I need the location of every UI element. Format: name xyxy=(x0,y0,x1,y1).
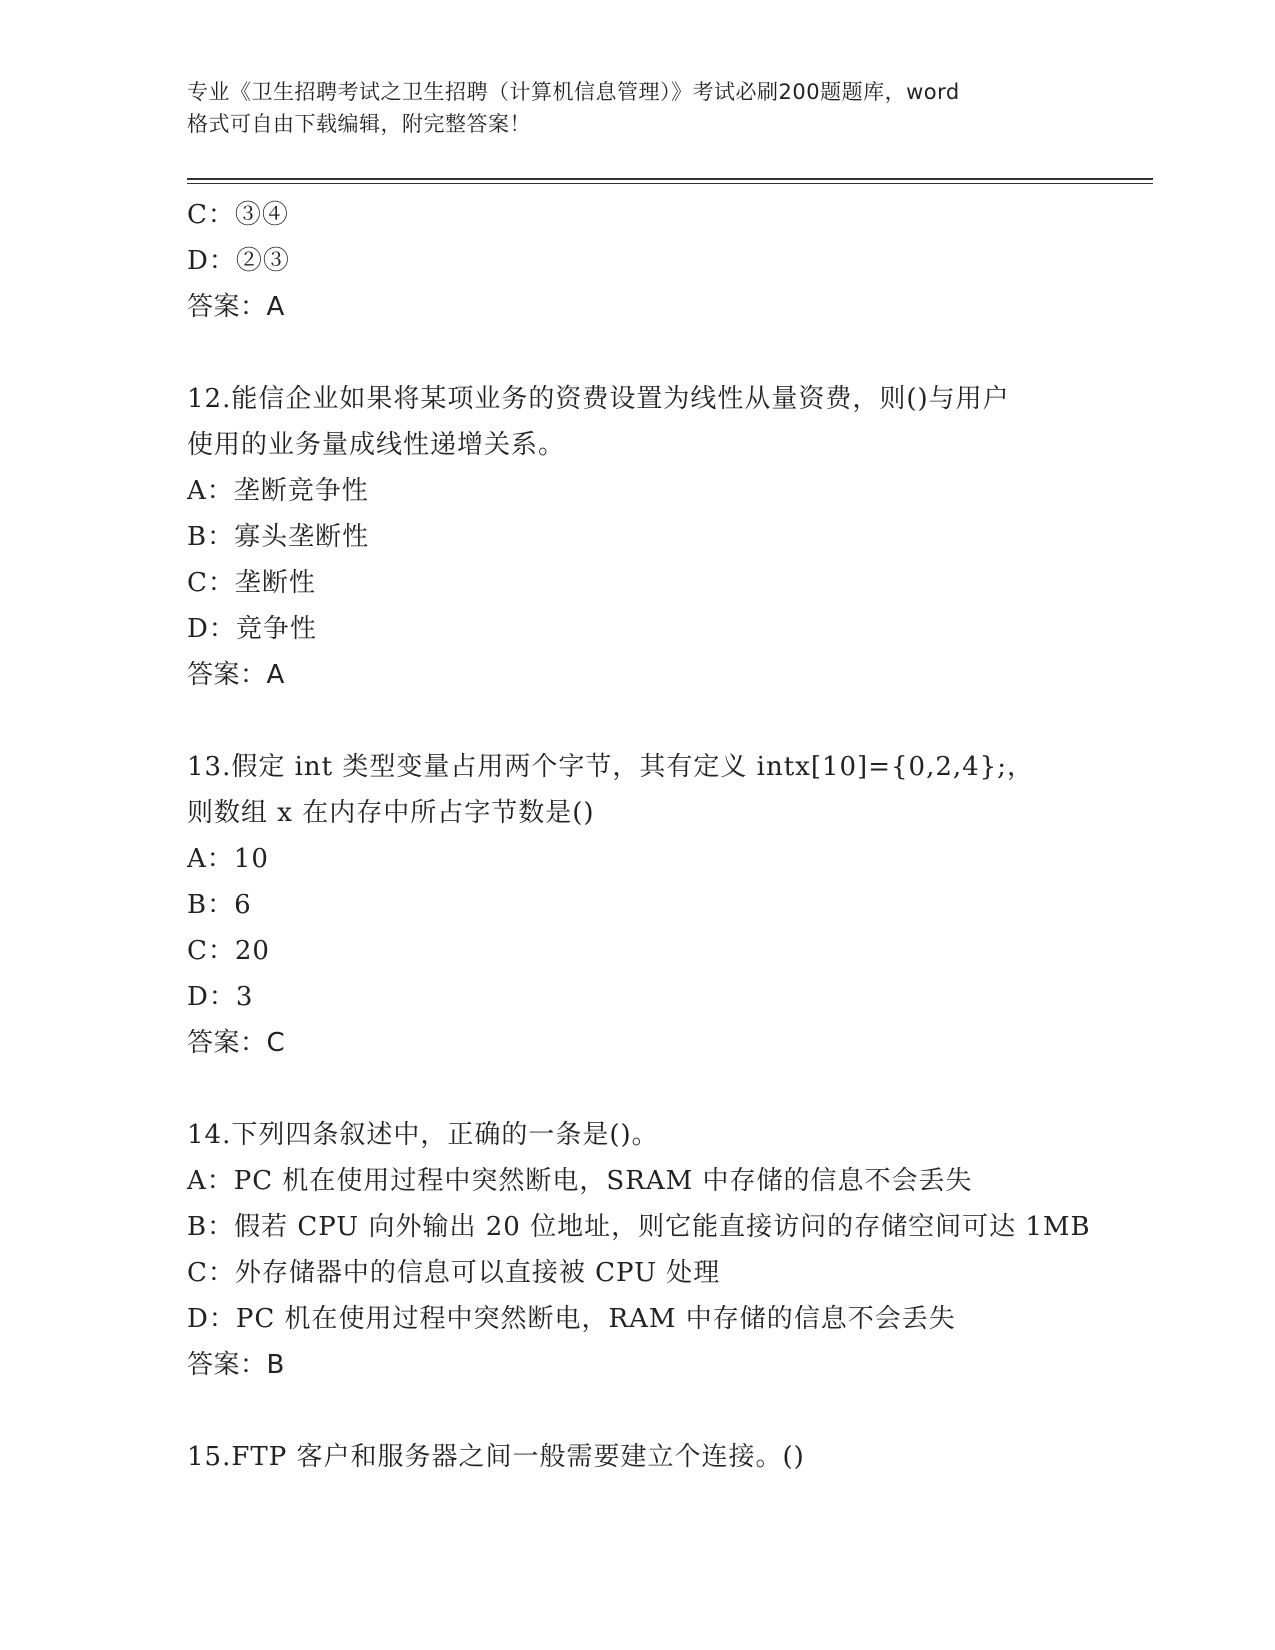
option-c: C：20 xyxy=(187,936,270,966)
question-text: 使用的业务量成线性递增关系。 xyxy=(187,430,566,460)
question-text: 13.假定 int 类型变量占用两个字节，其有定义 intx[10]={0,2,4};， xyxy=(187,752,1034,782)
option-a: A：PC 机在使用过程中突然断电，SRAM 中存储的信息不会丢失 xyxy=(187,1166,973,1196)
document-header xyxy=(187,76,1087,140)
option-c: C：③④ xyxy=(187,200,289,230)
option-c: C：外存储器中的信息可以直接被 CPU 处理 xyxy=(187,1258,721,1288)
question-list xyxy=(187,192,1127,1480)
header-line-2: 格式可自由下载编辑，附完整答案！ xyxy=(187,112,531,136)
header-line-1: 专业《卫生招聘考试之卫生招聘（计算机信息管理）》考试必刷200题题库，word xyxy=(187,80,960,104)
question-13 xyxy=(187,744,1127,1066)
question-text: 则数组 x 在内存中所占字节数是() xyxy=(187,798,595,828)
answer-line: 答案：A xyxy=(187,292,285,322)
option-b: B：假若 CPU 向外输出 20 位地址，则它能直接访问的存储空间可达 1MB xyxy=(187,1212,1091,1242)
option-d: D：竞争性 xyxy=(187,614,317,644)
option-d: D：②③ xyxy=(187,246,290,276)
question-text: 12.能信企业如果将某项业务的资费设置为线性从量资费，则()与用户 xyxy=(187,384,1010,414)
option-b: B：寡头垄断性 xyxy=(187,522,370,552)
header-divider-thin xyxy=(187,183,1153,184)
question-12 xyxy=(187,376,1127,698)
header-divider xyxy=(187,178,1153,180)
option-a: A：10 xyxy=(187,844,269,874)
answer-line: 答案：C xyxy=(187,1028,286,1058)
option-a: A：垄断竞争性 xyxy=(187,476,369,506)
question-text: 15.FTP 客户和服务器之间一般需要建立个连接。() xyxy=(187,1442,805,1472)
question-text: 14.下列四条叙述中，正确的一条是()。 xyxy=(187,1120,659,1150)
answer-line: 答案：A xyxy=(187,660,285,690)
option-c: C：垄断性 xyxy=(187,568,316,598)
option-b: B：6 xyxy=(187,890,252,920)
question-14 xyxy=(187,1112,1127,1388)
question-15 xyxy=(187,1434,1127,1480)
option-d: D：3 xyxy=(187,982,254,1012)
answer-line: 答案：B xyxy=(187,1350,285,1380)
option-d: D：PC 机在使用过程中突然断电，RAM 中存储的信息不会丢失 xyxy=(187,1304,956,1334)
